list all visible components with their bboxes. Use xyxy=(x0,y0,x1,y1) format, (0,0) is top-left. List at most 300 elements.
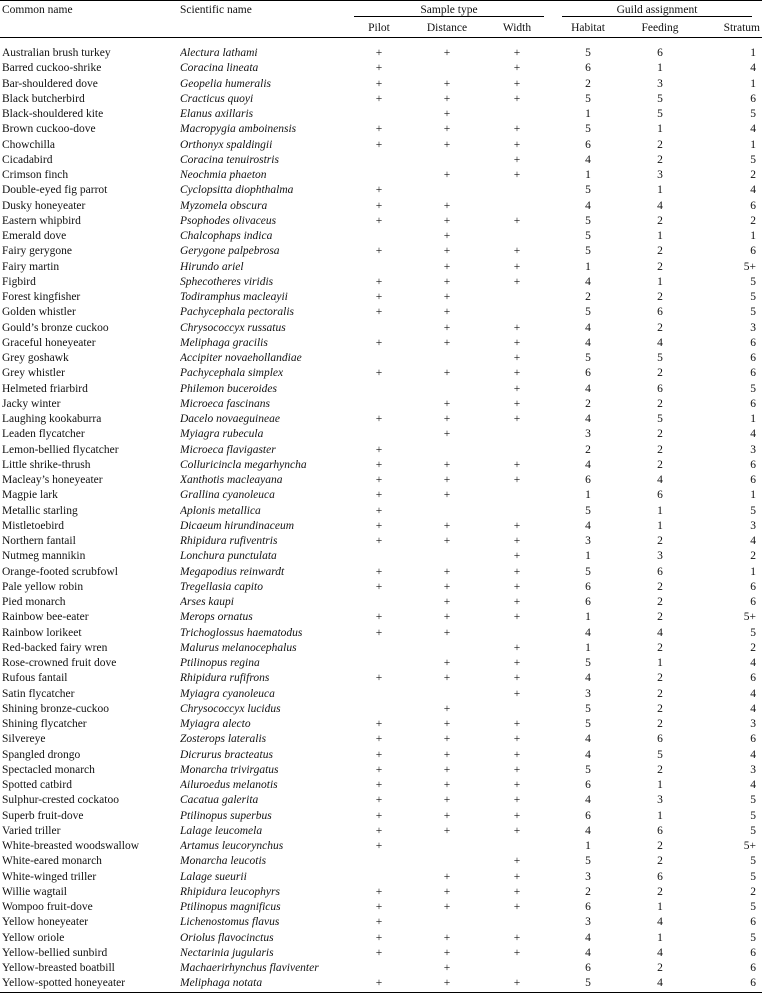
width-cell: + xyxy=(513,458,521,471)
stratum-cell: 6 xyxy=(750,946,756,959)
distance-cell: + xyxy=(443,77,451,90)
scientific-name-cell: Orthonyx spaldingii xyxy=(180,138,273,151)
stratum-cell: 5 xyxy=(750,931,756,944)
common-name-cell: Bar-shouldered dove xyxy=(2,77,98,90)
pilot-cell: + xyxy=(375,62,383,75)
common-name-cell: Australian brush turkey xyxy=(2,47,111,59)
width-cell: + xyxy=(513,641,521,654)
common-name-cell: Spangled drongo xyxy=(2,748,81,761)
table-row xyxy=(0,641,762,656)
pilot-cell: + xyxy=(375,580,383,593)
stratum-cell: 4 xyxy=(750,123,756,136)
stratum-cell: 6 xyxy=(750,474,756,486)
feeding-cell: 1 xyxy=(657,809,663,822)
pilot-cell xyxy=(346,107,412,122)
distance-cell: + xyxy=(443,901,451,913)
common-name-header: Common name xyxy=(2,4,73,16)
pilot-cell: + xyxy=(375,824,383,837)
pilot-cell xyxy=(346,702,412,717)
common-name-cell: Chowchilla xyxy=(2,138,56,151)
pilot-cell: + xyxy=(375,474,383,486)
stratum-cell: 5 xyxy=(750,504,756,517)
table-row xyxy=(0,260,762,275)
width-cell: + xyxy=(513,260,521,273)
distance-cell xyxy=(412,382,482,397)
distance-cell: + xyxy=(443,199,451,212)
common-name-cell: Red-backed fairy wren xyxy=(2,641,108,654)
stratum-cell: 5 xyxy=(750,153,756,166)
table-row xyxy=(0,687,762,702)
stratum-cell: 5+ xyxy=(743,611,756,624)
common-name-cell: Silvereye xyxy=(2,733,46,746)
stratum-cell: 3 xyxy=(750,763,756,776)
pilot-cell: + xyxy=(375,763,383,776)
habitat-cell: 2 xyxy=(585,291,591,303)
scientific-name-cell: Psophodes olivaceus xyxy=(180,214,277,227)
distance-cell: + xyxy=(443,428,451,441)
width-cell xyxy=(482,427,552,442)
feeding-cell: 2 xyxy=(657,138,663,151)
distance-cell: + xyxy=(443,931,451,944)
distance-cell xyxy=(412,504,482,519)
feeding-cell: 2 xyxy=(657,687,663,700)
common-name-cell: Fairy martin xyxy=(2,260,60,273)
width-cell: + xyxy=(513,169,521,181)
pilot-cell: + xyxy=(375,138,383,151)
width-cell: + xyxy=(513,550,521,563)
pilot-cell: + xyxy=(375,443,383,456)
width-cell xyxy=(482,702,552,717)
width-cell: + xyxy=(513,397,521,410)
scientific-name-cell: Lalage leucomela xyxy=(180,824,263,837)
table-row xyxy=(0,824,762,839)
feeding-cell: 2 xyxy=(657,763,663,776)
feeding-cell: 2 xyxy=(657,580,663,593)
distance-cell xyxy=(412,854,482,869)
stratum-cell: 6 xyxy=(750,245,756,258)
common-name-cell: Fairy gerygone xyxy=(2,245,72,258)
width-cell xyxy=(482,290,552,305)
habitat-cell: 1 xyxy=(585,550,591,563)
table-row xyxy=(0,885,762,900)
guild-assignment-header xyxy=(552,1,762,19)
scientific-name-cell: Aplonis metallica xyxy=(180,504,261,517)
common-name-cell: Double-eyed fig parrot xyxy=(2,184,108,197)
stratum-cell: 3 xyxy=(750,718,756,730)
pilot-cell xyxy=(346,382,412,397)
habitat-cell: 6 xyxy=(585,962,591,974)
common-name-cell: Wompoo fruit-dove xyxy=(2,901,93,913)
table-row xyxy=(0,77,762,92)
width-cell: + xyxy=(513,733,521,746)
table-row xyxy=(0,626,762,641)
pilot-cell: + xyxy=(375,901,383,913)
stratum-cell: 6 xyxy=(750,962,756,974)
table-row xyxy=(0,488,762,503)
distance-cell: + xyxy=(443,138,451,151)
distance-cell: + xyxy=(443,580,451,593)
width-cell: + xyxy=(513,245,521,258)
habitat-cell: 5 xyxy=(585,230,591,242)
pilot-cell: + xyxy=(375,931,383,944)
scientific-name-cell: Oriolus flavocinctus xyxy=(180,931,274,944)
stratum-cell: 4 xyxy=(750,779,756,791)
width-cell: + xyxy=(513,870,521,883)
width-cell: + xyxy=(513,748,521,761)
common-name-cell: Rainbow bee-eater xyxy=(2,611,89,624)
feeding-cell: 6 xyxy=(657,382,663,395)
stratum-cell: 6 xyxy=(750,352,756,364)
stratum-cell: 6 xyxy=(750,916,756,929)
distance-cell: + xyxy=(443,962,451,974)
common-name-cell: Nutmeg mannikin xyxy=(2,550,86,563)
scientific-name-cell: Nectarinia jugularis xyxy=(180,946,274,959)
common-name-cell: Willie wagtail xyxy=(2,885,68,898)
width-cell: + xyxy=(513,92,521,105)
habitat-cell: 1 xyxy=(585,611,591,624)
table-row xyxy=(0,763,762,778)
table-row xyxy=(0,351,762,366)
table-row xyxy=(0,168,762,183)
scientific-name-cell: Cacatua galerita xyxy=(180,794,259,807)
feeding-cell: 6 xyxy=(657,489,663,502)
feeding-cell: 2 xyxy=(657,367,663,380)
common-name-cell: Dusky honeyeater xyxy=(2,199,86,212)
scientific-name-cell: Colluricincla megarhyncha xyxy=(180,458,307,471)
common-name-cell: Rose-crowned fruit dove xyxy=(2,657,117,669)
stratum-cell: 3 xyxy=(750,321,756,334)
distance-cell: + xyxy=(443,809,451,822)
scientific-name-cell: Arses kaupi xyxy=(180,596,234,608)
table-row xyxy=(0,382,762,397)
common-name-cell: Rufous fantail xyxy=(2,672,68,685)
habitat-cell: 3 xyxy=(585,428,591,441)
table-row xyxy=(0,504,762,519)
distance-cell: + xyxy=(443,794,451,807)
table-row xyxy=(0,839,762,854)
pilot-cell: + xyxy=(375,92,383,105)
feeding-cell: 4 xyxy=(657,474,663,486)
scientific-name-cell: Meliphaga notata xyxy=(180,977,263,990)
stratum-cell: 6 xyxy=(750,199,756,212)
scientific-name-cell: Neochmia phaeton xyxy=(180,169,267,181)
distance-cell: + xyxy=(443,702,451,715)
stratum-cell: 1 xyxy=(750,138,756,151)
stratum-cell: 1 xyxy=(750,230,756,242)
habitat-cell: 5 xyxy=(585,214,591,227)
feeding-cell: 5 xyxy=(657,748,663,761)
width-cell xyxy=(482,504,552,519)
table-row xyxy=(0,946,762,961)
feeding-cell: 1 xyxy=(657,504,663,517)
feeding-cell: 1 xyxy=(657,657,663,669)
table-row xyxy=(0,92,762,107)
pilot-cell xyxy=(346,153,412,168)
habitat-cell: 4 xyxy=(585,153,591,166)
pilot-cell: + xyxy=(375,123,383,136)
scientific-name-cell: Sphecotheres viridis xyxy=(180,275,274,288)
pilot-cell xyxy=(346,641,412,656)
distance-cell xyxy=(412,61,482,76)
pilot-cell xyxy=(346,870,412,885)
width-cell: + xyxy=(513,413,521,425)
habitat-cell: 3 xyxy=(585,916,591,929)
common-name-cell: Figbird xyxy=(2,275,36,288)
distance-cell: + xyxy=(443,946,451,959)
habitat-cell: 5 xyxy=(585,123,591,136)
common-name-cell: Helmeted friarbird xyxy=(2,382,88,395)
feeding-cell: 5 xyxy=(657,108,663,120)
distance-cell: + xyxy=(443,169,451,181)
width-cell xyxy=(482,443,552,458)
feeding-cell: 1 xyxy=(657,123,663,136)
table-row xyxy=(0,870,762,885)
pilot-cell: + xyxy=(375,535,383,547)
distance-cell: + xyxy=(443,275,451,288)
distance-cell: + xyxy=(443,718,451,730)
width-cell: + xyxy=(513,214,521,227)
habitat-cell: 5 xyxy=(585,47,591,59)
habitat-cell: 2 xyxy=(585,443,591,456)
feeding-cell: 2 xyxy=(657,153,663,166)
stratum-cell: 6 xyxy=(750,92,756,105)
stratum-cell: 1 xyxy=(750,489,756,502)
habitat-cell: 6 xyxy=(585,138,591,151)
scientific-name-cell: Pachycephala simplex xyxy=(180,367,284,380)
distance-cell: + xyxy=(443,321,451,334)
stratum-cell: 5 xyxy=(750,824,756,837)
stratum-cell: 5 xyxy=(750,901,756,913)
table-row xyxy=(0,214,762,229)
common-name-cell: Varied triller xyxy=(2,824,61,837)
feeding-cell: 2 xyxy=(657,260,663,273)
width-cell: + xyxy=(513,77,521,90)
table-row xyxy=(0,595,762,610)
common-name-cell: Metallic starling xyxy=(2,504,78,517)
stratum-cell: 4 xyxy=(750,657,756,669)
feeding-cell: 2 xyxy=(657,428,663,441)
pilot-cell: + xyxy=(375,245,383,258)
sample-type-header xyxy=(346,1,552,19)
scientific-name-cell: Ptilinopus superbus xyxy=(180,809,272,822)
distance-cell: + xyxy=(443,870,451,883)
common-name-cell: Northern fantail xyxy=(2,535,76,547)
scientific-name-cell: Tregellasia capito xyxy=(180,580,263,593)
table-row xyxy=(0,915,762,930)
pilot-cell: + xyxy=(375,977,383,990)
feeding-cell: 1 xyxy=(657,931,663,944)
habitat-cell: 5 xyxy=(585,306,591,319)
table-row xyxy=(0,702,762,717)
feeding-cell: 2 xyxy=(657,672,663,685)
common-name-cell: Crimson finch xyxy=(2,169,69,181)
distance-cell: + xyxy=(443,367,451,380)
common-name-cell: Black-shouldered kite xyxy=(2,108,104,120)
width-cell xyxy=(482,229,552,244)
habitat-cell: 6 xyxy=(585,809,591,822)
scientific-name-cell: Elanus axillaris xyxy=(180,108,254,120)
habitat-cell: 6 xyxy=(585,580,591,593)
stratum-cell: 5 xyxy=(750,108,756,120)
feeding-cell: 1 xyxy=(657,519,663,532)
feeding-cell: 4 xyxy=(657,977,663,990)
width-cell: + xyxy=(513,153,521,166)
table-row xyxy=(0,900,762,915)
habitat-cell: 1 xyxy=(585,641,591,654)
table-body xyxy=(0,46,762,992)
stratum-cell: 4 xyxy=(750,687,756,700)
table-row xyxy=(0,290,762,305)
scientific-name-cell: Merops ornatus xyxy=(180,611,253,624)
common-name-cell: Shining flycatcher xyxy=(2,718,87,730)
scientific-name-cell: Chalcophaps indica xyxy=(180,230,273,242)
habitat-cell: 5 xyxy=(585,92,591,105)
distance-cell xyxy=(412,549,482,564)
scientific-name-cell: Coracina lineata xyxy=(180,62,259,75)
table-row xyxy=(0,458,762,473)
width-cell: + xyxy=(513,794,521,807)
stratum-cell: 4 xyxy=(750,535,756,547)
stratum-cell: 4 xyxy=(750,748,756,761)
pilot-cell xyxy=(346,397,412,412)
distance-cell: + xyxy=(443,611,451,624)
distance-cell: + xyxy=(443,92,451,105)
table-row xyxy=(0,778,762,793)
distance-cell: + xyxy=(443,626,451,639)
width-cell: + xyxy=(513,275,521,288)
pilot-cell: + xyxy=(375,611,383,624)
stratum-cell: 5 xyxy=(750,626,756,639)
feeding-cell: 1 xyxy=(657,779,663,791)
feeding-cell: 2 xyxy=(657,641,663,654)
width-cell: + xyxy=(513,321,521,334)
feeding-cell: 2 xyxy=(657,321,663,334)
common-name-cell: Golden whistler xyxy=(2,306,76,319)
distance-cell: + xyxy=(443,779,451,791)
width-cell: + xyxy=(513,596,521,608)
pilot-cell: + xyxy=(375,184,383,197)
scientific-name-cell: Myiagra rubecula xyxy=(180,428,264,441)
stratum-cell: 1 xyxy=(750,565,756,578)
stratum-cell: 1 xyxy=(750,47,756,59)
habitat-cell: 5 xyxy=(585,977,591,990)
common-name-cell: Eastern whipbird xyxy=(2,214,81,227)
habitat-cell: 2 xyxy=(585,397,591,410)
common-name-cell: Graceful honeyeater xyxy=(2,336,96,349)
scientific-name-cell: Monarcha leucotis xyxy=(180,855,267,868)
distance-cell: + xyxy=(443,336,451,349)
scientific-name-cell: Rhipidura rufifrons xyxy=(180,672,270,685)
table-row xyxy=(0,976,762,992)
width-cell: + xyxy=(513,47,521,59)
habitat-cell: 3 xyxy=(585,535,591,547)
feeding-cell: 4 xyxy=(657,946,663,959)
distance-cell: + xyxy=(443,535,451,547)
pilot-cell: + xyxy=(375,199,383,212)
habitat-header: Habitat xyxy=(571,22,605,34)
pilot-cell xyxy=(346,427,412,442)
scientific-name-cell: Monarcha trivirgatus xyxy=(180,763,279,776)
distance-cell: + xyxy=(443,596,451,608)
common-name-cell: Gould’s bronze cuckoo xyxy=(2,321,109,334)
habitat-cell: 5 xyxy=(585,763,591,776)
feeding-cell: 2 xyxy=(657,535,663,547)
table-row xyxy=(0,473,762,488)
feeding-cell: 2 xyxy=(657,702,663,715)
distance-cell: + xyxy=(443,413,451,425)
feeding-cell: 1 xyxy=(657,275,663,288)
pilot-cell: + xyxy=(375,885,383,898)
pilot-cell: + xyxy=(375,47,383,59)
table-row xyxy=(0,244,762,259)
feeding-cell: 2 xyxy=(657,596,663,608)
scientific-name-cell: Dicrurus bracteatus xyxy=(180,748,273,761)
width-cell: + xyxy=(513,885,521,898)
stratum-cell: 6 xyxy=(750,672,756,685)
pilot-cell xyxy=(346,321,412,336)
table-row xyxy=(0,580,762,595)
table-row xyxy=(0,199,762,214)
table-row xyxy=(0,732,762,747)
stratum-cell: 6 xyxy=(750,336,756,349)
habitat-cell: 5 xyxy=(585,184,591,197)
table-row xyxy=(0,61,762,76)
pilot-cell: + xyxy=(375,77,383,90)
distance-cell xyxy=(412,839,482,854)
habitat-cell: 6 xyxy=(585,367,591,380)
feeding-cell: 2 xyxy=(657,291,663,303)
width-cell: + xyxy=(513,946,521,959)
stratum-cell: 2 xyxy=(750,641,756,654)
habitat-cell: 6 xyxy=(585,474,591,486)
feeding-cell: 1 xyxy=(657,901,663,913)
habitat-cell: 1 xyxy=(585,489,591,502)
feeding-cell: 4 xyxy=(657,626,663,639)
scientific-name-cell: Ptilinopus regina xyxy=(180,657,260,669)
distance-cell: + xyxy=(443,672,451,685)
stratum-cell: 4 xyxy=(750,62,756,75)
common-name-cell: Yellow honeyeater xyxy=(2,916,89,929)
feeding-cell: 2 xyxy=(657,245,663,258)
habitat-cell: 5 xyxy=(585,245,591,258)
pilot-cell xyxy=(346,687,412,702)
scientific-name-cell: Chrysococcyx russatus xyxy=(180,321,286,334)
habitat-cell: 4 xyxy=(585,458,591,471)
common-name-cell: Rainbow lorikeet xyxy=(2,626,82,639)
table-row xyxy=(0,931,762,946)
pilot-cell xyxy=(346,595,412,610)
stratum-cell: 5 xyxy=(750,275,756,288)
habitat-cell: 1 xyxy=(585,840,591,852)
width-cell xyxy=(482,839,552,854)
stratum-cell: 4 xyxy=(750,428,756,441)
width-cell xyxy=(482,915,552,930)
stratum-cell: 6 xyxy=(750,596,756,608)
table-row xyxy=(0,153,762,168)
habitat-cell: 4 xyxy=(585,275,591,288)
scientific-name-cell: Cracticus quoyi xyxy=(180,92,254,105)
distance-cell: + xyxy=(443,824,451,837)
feeding-cell: 3 xyxy=(657,169,663,181)
width-cell: + xyxy=(513,580,521,593)
table-row xyxy=(0,412,762,427)
distance-cell: + xyxy=(443,519,451,532)
habitat-cell: 4 xyxy=(585,626,591,639)
pilot-cell: + xyxy=(375,336,383,349)
distance-cell xyxy=(412,183,482,198)
scientific-name-cell: Myiagra alecto xyxy=(180,718,251,730)
common-name-cell: Magpie lark xyxy=(2,489,58,502)
